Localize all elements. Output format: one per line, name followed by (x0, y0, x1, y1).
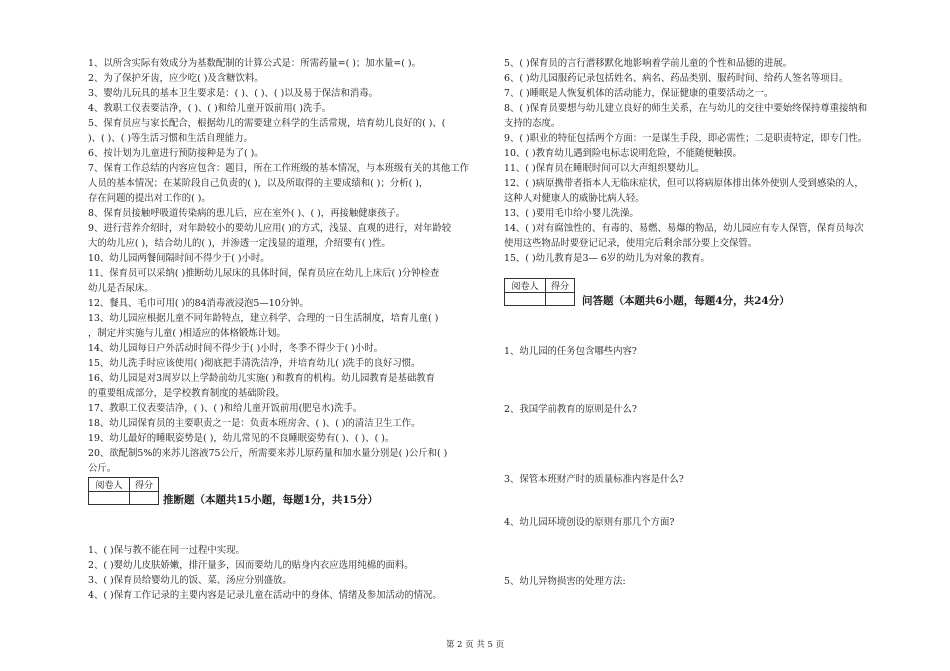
fill-question-cont: 存在问题的提出对工作的( )。 (88, 193, 211, 204)
qa-question: 2、我国学前教育的原则是什么? (504, 404, 637, 415)
score-cell[interactable] (546, 293, 575, 306)
judge-question: 9、( )职业的特征包括两个方面：一是谋生手段，即必需性；二是职责特定，即专门性。 (504, 133, 868, 144)
fill-question: 19、幼儿最好的睡眠姿势是( )，幼儿常见的不良睡眠姿势有( )、( )、( )。 (88, 433, 395, 444)
qa-question: 4、幼儿园环境创设的原则有那几个方面? (504, 517, 675, 528)
judge-question: 1、( )保与教不能在同一过程中实现。 (88, 545, 245, 556)
judge-question: 3、( )保育员给婴幼儿的饭、菜、汤应分别盛放。 (88, 575, 292, 586)
fill-question-cont: )、( )、( )等生活习惯和生活自理能力。 (88, 133, 253, 144)
judge-question: 6、( )幼儿园服药记录包括姓名、病名、药品类别、服药时间、给药人签名等项目。 (504, 73, 849, 84)
reviewer-label: 阅卷人 (89, 478, 130, 492)
judge-question: 14、( )对有腐蚀性的、有毒的、易燃、易爆的物品，幼儿园应有专人保管，保育员每次 (504, 223, 864, 234)
fill-question: 6、按计划为儿童进行预防接种是为了( )。 (88, 148, 264, 159)
fill-question: 17、教职工仪表要洁净，( )、( )和给儿童开饭前用(肥皂水)洗手。 (88, 403, 363, 414)
judge-question: 15、( )幼儿教育是3— 6岁的幼儿为对象的教育。 (504, 253, 710, 264)
qa-question: 5、幼儿异物损害的处理方法: (504, 576, 626, 587)
fill-question: 1、以所含实际有效成分为基数配制的计算公式是：所需药量=( )；加水量=( )。 (88, 58, 421, 69)
fill-question: 16、幼儿园是对3周岁以上学龄前幼儿实施( )和教育的机构。幼儿园教育是基础教育 (88, 373, 435, 384)
fill-question-cont: 幼儿是否尿床。 (88, 283, 154, 294)
fill-question: 4、教职工仪表要洁净，( )、( )和给儿童开饭前用( )洗手。 (88, 103, 332, 114)
judge-question: 8、( )保育员要想与幼儿建立良好的师生关系，在与幼儿的交往中要始终保持尊重接纳和 (504, 103, 868, 114)
judge-question-cont: 使用这些物品时要登记记录，使用完后剩余部分要上交保管。 (504, 238, 758, 249)
judge-question: 12、( )病原携带者指本人无临床症状，但可以将病原体排出体外使别人受到感染的人， (504, 178, 864, 189)
score-cell[interactable] (130, 492, 159, 505)
fill-question: 9、进行营养介绍时，对年龄较小的要幼儿应用( )的方式，浅显、直观的进行，对年龄较 (88, 223, 452, 234)
page-footer: 第 2 页 共 5 页 (445, 640, 505, 650)
fill-question-cont: 公斤。 (88, 463, 117, 474)
judge-question: 2、( )婴幼儿皮肤娇嫩，排汗量多，因而要幼儿的贴身内衣应选用纯棉的面料。 (88, 560, 414, 571)
score-box-qa (504, 278, 575, 306)
qa-question: 3、保管本班财产时的质量标准内容是什么? (504, 474, 684, 485)
score-label: 得分 (546, 279, 575, 293)
reviewer-cell[interactable] (89, 492, 130, 505)
fill-question: 10、幼儿园两餐间隔时间不得少于( )小时。 (88, 253, 270, 264)
judge-question-cont: 支持的态度。 (504, 118, 561, 129)
reviewer-cell[interactable] (505, 293, 546, 306)
judge-question: 13、( )要用毛巾给小婴儿洗澡。 (504, 208, 639, 219)
fill-question: 8、保育员接触呼吸道传染病的患儿后，应在室外( )、( )，再接触健康孩子。 (88, 208, 406, 219)
fill-question-cont: ，制定并实施与儿童( )相适应的体格锻炼计划。 (88, 328, 286, 339)
judge-question: 7、( )睡眠是人恢复机体的活动能力，保证健康的重要活动之一。 (504, 88, 774, 99)
judge-question: 5、( )保育员的言行潜移默化地影响着学前儿童的个性和品德的进展。 (504, 58, 793, 69)
fill-question: 14、幼儿园每日户外活动时间不得少于( )小时，冬季不得少于( )小时。 (88, 343, 384, 354)
qa-section-title: 问答题（本题共6小题，每题4分，共24分） (582, 295, 790, 307)
judge-section-title: 推断题（本题共15小题，每题1分，共15分） (163, 494, 379, 506)
fill-question: 18、幼儿园保育员的主要职责之一是：负责本班房舍、( )、( )的清洁卫生工作。 (88, 418, 421, 429)
judge-question: 4、( )保育工作记录的主要内容是记录儿童在活动中的身体、情绪及参加活动的情况。 (88, 590, 442, 601)
fill-question-cont: 人员的基本情况；在某阶段自己负责的( )，以及所取得的主要成绩和( )；分析( )， (88, 178, 429, 189)
fill-question: 2、为了保护牙齿，应少吃( )及含糖饮料。 (88, 73, 264, 84)
score-box-judge (88, 477, 159, 505)
fill-question: 11、保育员可以采纳( )推断幼儿尿床的具体时间，保育员应在幼儿上床后( )分钟检查 (88, 268, 440, 279)
fill-question: 15、幼儿洗手时应该使用( )彻底把手清洗洁净，并培育幼儿( )洗手的良好习惯。 (88, 358, 421, 369)
fill-question: 12、餐具、毛巾可用( )的84消毒液浸泡5—10分钟。 (88, 298, 309, 309)
fill-question: 13、幼儿园应根据儿童不同年龄特点，建立科学、合理的一日生活制度，培育儿童( ) (88, 313, 439, 324)
judge-question-cont: 这种人对健康人的威胁比病人轻。 (504, 193, 645, 204)
judge-question: 10、( )教育幼儿遇到险电标志说明危险，不能随便触摸。 (504, 148, 742, 159)
fill-question: 7、保育工作总结的内容应包含：题目，所在工作班级的基本情况，与本班级有关的其他工作 (88, 163, 469, 174)
score-label: 得分 (130, 478, 159, 492)
fill-question-cont: 的重要组成部分，是学校教育制度的基础阶段。 (88, 388, 285, 399)
reviewer-label: 阅卷人 (505, 279, 546, 293)
judge-question: 11、( )保育员在睡眠时间可以大声组织婴幼儿。 (504, 163, 705, 174)
fill-question-cont: 大的幼儿应( )，结合幼儿的( )，并渗透一定浅显的道理，介绍要有( )性。 (88, 238, 391, 249)
fill-question: 5、保育员应与家长配合，根据幼儿的需要建立科学的生活常规，培育幼儿良好的( )、( (88, 118, 446, 129)
qa-question: 1、幼儿园的任务包含哪些内容? (504, 346, 637, 357)
fill-question: 20、欲配制5%的来苏儿溶液75公斤，所需要来苏儿原药量和加水量分别是( )公斤和( ) (88, 448, 448, 459)
fill-question: 3、婴幼儿玩具的基本卫生要求是：( )、( )、( )以及易于保洁和消毒。 (88, 88, 378, 99)
